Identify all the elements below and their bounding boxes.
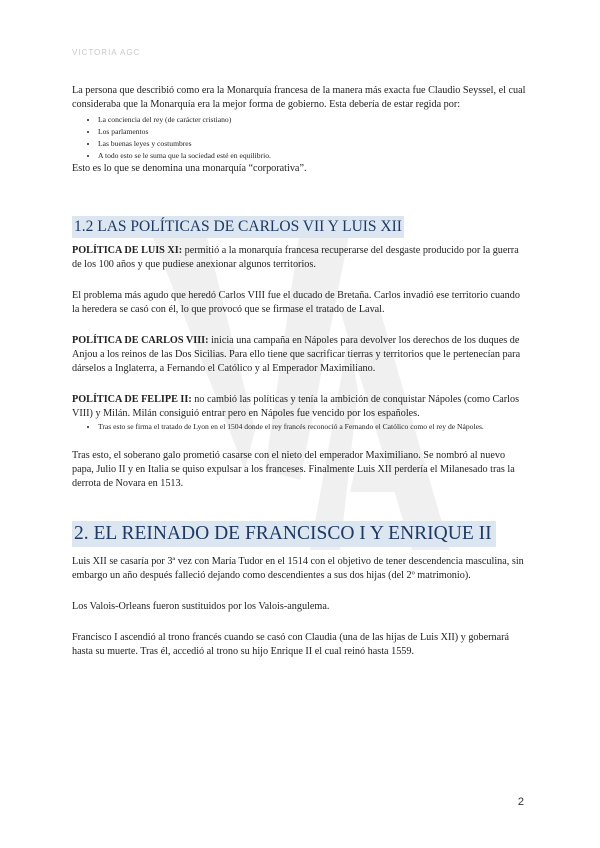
paragraph-valois: Los Valois-Orleans fueron sustituidos por los Valois-angulema. — [72, 601, 330, 612]
felipe-bullet-list — [72, 421, 528, 432]
paragraph-luis-xii-marriage: Luis XII se casaría por 3ª vez con María Tudor en el 1514 con el objetivo de tener descendencia masculina, sin embargo un año después falleció dejando como descendientes a sus dos hijas (del 2º matrimonio). — [72, 556, 524, 581]
list-item: • Las buenas leyes y costumbres — [98, 138, 528, 150]
text-carlos-viii: inicia una campaña en Nápoles para devolver los derechos de los duques de Anjou a los reinos de las Dos Sicilias. Para ello tiene que sacrificar tierras y territorios que le pertenecían para dárselos a Inglaterra, a Fernando el Católico y al Emperador Maximiliano. — [72, 335, 521, 374]
paragraph-luis-xi — [72, 244, 528, 272]
paragraph-bretana: El problema más agudo que heredó Carlos VIII fue el ducado de Bretaña. Carlos invadió ese territorio cuando la heredera se casó con él, lo que provocó que se firmase el tratado de Laval. — [72, 290, 520, 315]
section-heading-1-2: 1.2 LAS POLÍTICAS DE CARLOS VII Y LUIS XII — [72, 216, 404, 238]
header-author: VICTORIA AGC — [72, 48, 141, 57]
list-item: • A todo esto se le suma que la sociedad esté en equilibrio. — [98, 150, 528, 162]
page-number: 2 — [517, 796, 524, 808]
list-item: • Los parlamentos — [98, 126, 528, 138]
intro-paragraph: La persona que describió como era la Monarquía francesa de la manera más exacta fue Claudio Seyssel, el cual consideraba que la Monarquía era la mejor forma de gobierno. Esta debería de estar regida por: — [72, 85, 526, 110]
text-luis-xi: permitió a la monarquía francesa recuperarse del desgaste producido por la guerra de los 100 años y que pudiese anexionar algunos territorios. — [72, 245, 519, 270]
label-luis-xi: POLÍTICA DE LUIS XI: — [72, 245, 183, 256]
paragraph-closing-1-2: Tras esto, el soberano galo prometió casarse con el nieto del emperador Maximiliano. Se nombró al nuevo papa, Julio II y en Italia se quiso expulsar a los franceses. Finalmente Luis XII perdería el Milanesado tras la derrota de Novara en 1513. — [72, 450, 515, 489]
label-felipe-ii: POLÍTICA DE FELIPE II: — [72, 394, 192, 405]
label-carlos-viii: POLÍTICA DE CARLOS VIII: — [72, 335, 209, 346]
list-item: • La conciencia del rey (de carácter cristiano) — [98, 114, 528, 126]
paragraph-carlos-viii — [72, 334, 528, 376]
intro-bullet-list — [72, 114, 528, 162]
list-item: • Tras esto se firma el tratado de Lyon en el 1504 donde el rey francés reconoció a Fernando el Católico como el rey de Nápoles. — [98, 421, 528, 432]
paragraph-felipe-ii — [72, 393, 528, 421]
section-heading-2: 2. EL REINADO DE FRANCISCO I Y ENRIQUE II — [72, 521, 496, 547]
paragraph-francisco-i: Francisco I ascendió al trono francés cuando se casó con Claudia (una de las hijas de Luis XII) y gobernará hasta su muerte. Tras él, accedió al trono su hijo Enrique II el cual reinó hasta 1559. — [72, 632, 510, 657]
text-felipe-ii: no cambió las políticas y tenía la ambición de conquistar Nápoles (como Carlos VIII) y Milán. Milán consiguió entrar pero en Nápoles fue vencido por los españoles. — [72, 394, 520, 419]
intro-closing: Esto es lo que se denomina una monarquía “corporativa”. — [72, 163, 307, 174]
